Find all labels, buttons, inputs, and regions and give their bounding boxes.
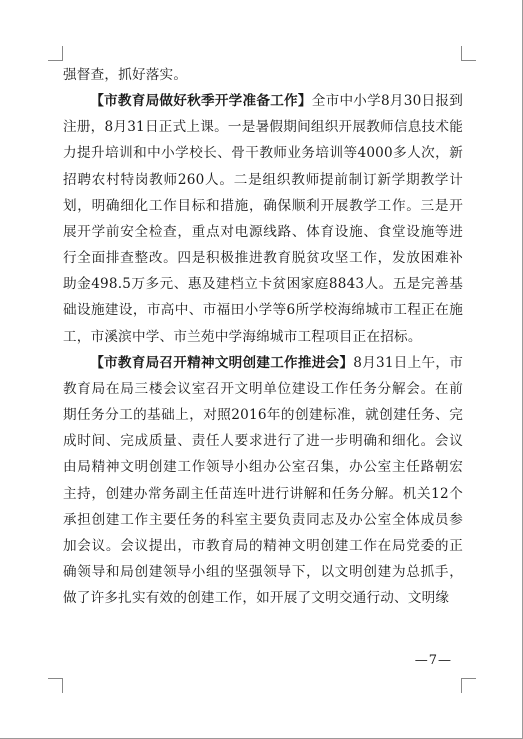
page-number: —7— <box>414 653 452 668</box>
paragraph-continuation: 强督查，抓好落实。 <box>63 67 188 83</box>
document-body <box>63 62 463 611</box>
crop-mark-top-left <box>48 46 63 61</box>
paragraph-text: 全市中小学8月30日报到注册，8月31日正式上课。一是暑假期间组织开展教师信息技术能力提升培训和中小学校长、骨干教师业务培训等4000多人次，新招聘农村特岗教师260人。二是组织教师提前制订新学期教学计划，明确细化工作目标和措施，确保顺利开展教学工作。三是开展开学前安全检查，重点对电源线路、体育设施、食堂设施等进行全面排查整改。四是积极推进教育脱贫攻坚工作，发放困难补助金498.5万多元、惠及建档立卡贫困家庭8843人。五是完善基础设施建设，市高中、市福田小学等6所学校海绵城市工程正在施工，市溪滨中学、市兰苑中学海绵城市工程项目正在招标。 <box>63 93 463 345</box>
paragraph-heading: 【市教育局召开精神文明创建工作推进会】 <box>90 354 354 371</box>
crop-mark-top-right <box>461 46 476 61</box>
crop-mark-bottom-right <box>461 678 476 693</box>
crop-mark-bottom-left <box>48 678 63 693</box>
paragraph-civilization-meeting <box>63 350 463 612</box>
paragraph-heading: 【市教育局做好秋季开学准备工作】 <box>90 93 312 110</box>
paragraph-text: 8月31日上午，市教育局在局三楼会议室召开文明单位建设工作任务分解会。在前期任务分工的基础上，对照2016年的创建标准，就创建任务、完成时间、完成质量、责任人要求进行了进一步明确和细化。会议由局精神文明创建工作领导小组办公室召集，办公室主任路朝宏主持，创建办常务副主任苗连叶进行讲解和任务分解。机关12个承担创建工作主要任务的科室主要负责同志及办公室全体成员参加会议。会议提出，市教育局的精神文明创建工作在局党委的正确领导和局创建领导小组的坚强领导下，以文明创建为总抓手，做了许多扎实有效的创建工作，如开展了文明交通行动、文明缘 <box>63 354 463 607</box>
paragraph-school-opening <box>63 88 463 350</box>
